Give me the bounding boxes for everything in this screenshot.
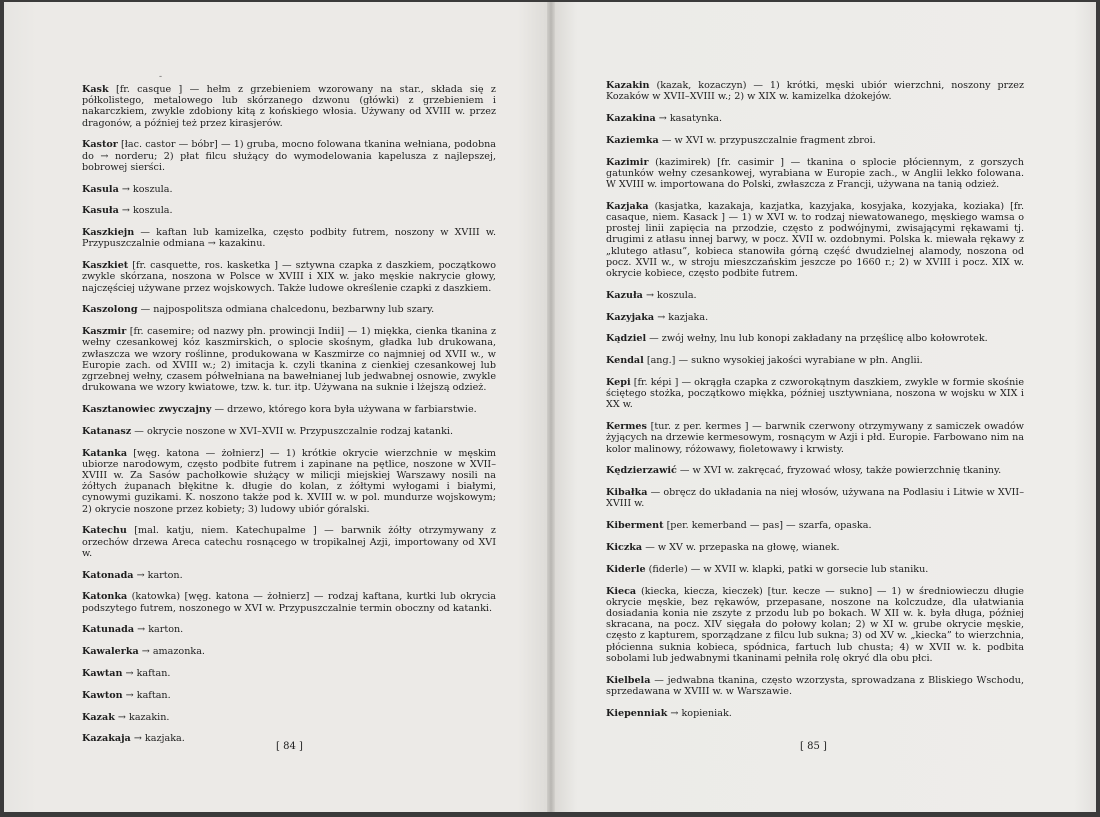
entry-definition: — jedwabna tkanina, często wzorzysta, sprowadzana z Bliskiego Wschodu, sprzedawana w XVIII w. w Warszawie.	[606, 674, 1024, 697]
entry-headword: Kielbela	[606, 674, 651, 686]
entry-definition: → koszula.	[118, 183, 173, 195]
dictionary-entry	[606, 355, 1024, 366]
entry-definition: — drzewo, którego kora była używana w farbiarstwie.	[211, 404, 477, 416]
dictionary-entry	[606, 312, 1024, 323]
entry-headword: Kawtan	[82, 668, 123, 680]
dictionary-entry	[82, 668, 496, 679]
entry-headword: Kaszkiejn	[82, 227, 135, 239]
dictionary-entry	[82, 205, 496, 216]
entry-headword: Kaszmir	[82, 326, 127, 338]
entry-definition: → kazjaka.	[654, 311, 709, 323]
dictionary-entry	[606, 135, 1024, 146]
entry-headword: Kask	[82, 84, 109, 95]
left-column	[82, 84, 496, 755]
entry-definition: [fr. casemire; od nazwy płn. prowincji Indii] — 1) miękka, cienka tkanina z wełny czesankowej kóz kaszmirskich, o splocie skośnym, gładka lub drukowana, zwłaszcza we wzory roślinne, produkowana w Kaszmirze co najmniej od XVII w., w Europie zach. od XVIII w.; 2) imitacja k. czyli tkanina z cienkiej czesankowej lub zgrzebnej wełny, czasem półwełniana na bawełnianej lub jedwabnej osnowie, zwykle drukowana we wzory kwiatowe, tzw. k. tur. itp. Używana na suknie i lżejszą odzież.	[82, 326, 496, 394]
entry-definition: (kazimirek) [fr. casimir ] — tkanina o splocie płóciennym, z gorszych gatunków wełny czesankowej, wyrabiana w Europie zach., w Anglii lekko folowana. W XVIII w. importowana do Polski, zwłaszcza z Francji, używana na tanią odzież.	[606, 156, 1024, 190]
entry-headword: Kiberment	[606, 520, 664, 532]
dictionary-entry	[606, 201, 1024, 279]
entry-headword: Kaziemka	[606, 134, 659, 146]
page-number-left: [ 84 ]	[276, 741, 303, 752]
dictionary-entry	[606, 708, 1024, 719]
entry-headword: Kibałka	[606, 487, 648, 499]
dictionary-entry	[606, 290, 1024, 301]
entry-headword: Kendal	[606, 355, 644, 367]
dictionary-entry	[606, 113, 1024, 124]
entry-definition: (katowka) [węg. katona — żołnierz] — rodzaj kaftana, kurtki lub okrycia podszytego futrem, noszonego w XVI w. Przypuszczalnie termin oboczny od katanki.	[82, 591, 496, 614]
entry-definition: → kaftan.	[122, 689, 171, 701]
dictionary-entry	[82, 227, 496, 249]
entry-definition: — kaftan lub kamizelka, często podbity futrem, noszony w XVIII w. Przypuszczalnie odmiana → kazakinu.	[82, 227, 496, 250]
entry-definition: → kazjaka.	[130, 733, 185, 745]
entry-definition: → kaftan.	[122, 668, 171, 680]
entry-headword: Kazakaja	[82, 733, 131, 745]
entry-headword: Kaszkiet	[82, 260, 129, 272]
entry-headword: Kermes	[606, 421, 647, 433]
entry-headword: Katunada	[82, 624, 135, 636]
entry-definition: [per. kemerband — pas] — szarfa, opaska.	[663, 520, 872, 532]
entry-headword: Katanka	[82, 447, 128, 459]
dictionary-entry	[606, 542, 1024, 553]
entry-headword: Kazakina	[606, 113, 656, 124]
dictionary-entry	[606, 465, 1024, 476]
entry-definition: → karton.	[134, 624, 184, 636]
entry-definition: → kasatynka.	[655, 113, 723, 124]
dictionary-entry	[82, 139, 496, 173]
entry-definition: — okrycie noszone w XVI–XVII w. Przypuszczalnie rodzaj katanki.	[131, 425, 454, 437]
entry-definition: (kasjatka, kazakaja, kazjatka, kazyjaka, kosyjaka, kozyjaka, koziaka) [fr. casaque, niem. Kasack ] — 1) w XVI w. to rodzaj niewatowanego, męskiego wamsa o prostej linii zapięcia na przodzie, często z podwójnymi, zwisającymi rękawami tj. drugimi z atłasu innej barwy, w pocz. XVII w. ozdobnymi. Polska k. miewała rękawy z „klutego atłasu”, kobieca stanowiła górną część dwudzielnej alamody, noszona od pocz. XVII w., w stroju mieszczańskim jeszcze po 1660 r.; 2) w XVIII i pocz. XIX w. okrycie kobiece, często podbite futrem.	[606, 200, 1024, 280]
entry-headword: Katechu	[82, 525, 127, 537]
dictionary-entry	[82, 326, 496, 393]
dictionary-entry	[606, 421, 1024, 455]
entry-definition: [fr. casque ] — hełm z grzebieniem wzorowany na star., składa się z półkolistego, metalowego lub skórzanego dzwonu (główki) z grzebieniem i nakarczkiem, zwykle zdobiony kitą z końskiego włosia. Używany od XVIII w. przez dragonów, a później też przez kirasjerów.	[82, 84, 496, 129]
entry-definition: → koszula.	[118, 205, 173, 217]
entry-definition: → karton.	[133, 569, 183, 581]
entry-headword: Kiderle	[606, 563, 646, 575]
dictionary-entry	[82, 591, 496, 613]
entry-headword: Kawalerka	[82, 646, 139, 658]
dictionary-entry	[82, 525, 496, 559]
entry-headword: Kazyjaka	[606, 311, 655, 323]
dictionary-entry	[82, 184, 496, 195]
entry-headword: Kiepenniak	[606, 707, 668, 719]
entry-headword: Kiecа	[606, 585, 637, 597]
entry-headword: Kazjaka	[606, 200, 649, 212]
entry-headword: Kędzierzawić	[606, 465, 677, 477]
dictionary-entry	[606, 157, 1024, 191]
entry-headword: Kawton	[82, 689, 123, 701]
entry-headword: Kądziel	[606, 333, 647, 345]
entry-headword: Kaszolong	[82, 304, 138, 316]
entry-definition: [łac. castor — bóbr] — 1) gruba, mocno folowana tkanina wełniana, podobna do → norderu; 2) płat filcu służący do wymodelowania kapelusza z najlepszej, bobrowej sierści.	[82, 139, 496, 173]
dictionary-entry	[82, 646, 496, 657]
entry-definition: — w XVI w. przypuszczalnie fragment zbroi.	[658, 134, 876, 146]
entry-definition: → kazakin.	[114, 711, 170, 723]
dictionary-entry	[606, 675, 1024, 697]
dictionary-entry	[82, 690, 496, 701]
dictionary-entry	[82, 260, 496, 294]
entry-definition: [mal. katju, niem. Katechupalme ] — barwnik żółty otrzymywany z orzechów drzewa Areca catechu rosnącego w tropikalnej Azji, importowany od XVI w.	[82, 525, 496, 559]
pencil-mark: -	[159, 72, 163, 82]
dictionary-entry	[82, 624, 496, 635]
entry-headword: Kasuła	[82, 205, 119, 217]
entry-definition: [fr. képi ] — okrągła czapka z czworokątnym daszkiem, zwykle w formie skośnie ściętego stożka, początkowo miękka, później usztywniana, noszona w wojsku w XIX i XX w.	[606, 377, 1024, 411]
entry-definition: — w XVI w. zakręcać, fryzować włosy, także powierzchnię tkaniny.	[676, 465, 1002, 477]
entry-definition: [ang.] — sukno wysokiej jakości wyrabiane w płn. Anglii.	[643, 355, 923, 367]
dictionary-entry	[82, 84, 496, 129]
right-column	[606, 80, 1024, 729]
entry-headword: Katanasz	[82, 425, 132, 437]
dictionary-entry	[606, 80, 1024, 102]
entry-definition: [węg. katona — żołnierz] — 1) krótkie okrycie wierzchnie w męskim ubiorze narodowym, często podbite futrem i zapinane na pętlice, noszone w XVII–XVIII w. Za Sasów pachołkowie służący w milicji miejskiej Warszawy nosili na żółtych żupanach błękitne k. długie do kolan, z żółtymi wyłogami i białymi, cynowymi guzikami. K. noszono także pod k. XVIII w. w pol. mundurze wojskowym; 2) okrycie noszone przez kobiety; 3) ludowy ubiór góralski.	[82, 447, 496, 515]
entry-headword: Kasula	[82, 183, 119, 195]
entry-definition: → amazonka.	[138, 646, 205, 658]
entry-definition: — w XV w. przepaska na głowę, wianek.	[642, 542, 840, 553]
dictionary-entry	[606, 487, 1024, 509]
entry-definition: (fiderle) — w XVII w. klapki, patki w gorsecie lub staniku.	[645, 563, 929, 575]
entry-headword: Kazak	[82, 711, 115, 723]
dictionary-entry	[82, 448, 496, 515]
entry-definition: [tur. z per. kermes ] — barwnik czerwony otrzymywany z samiczek owadów żyjących na drzewie kermesowym, rosnącym w Azji i płd. Europie. Farbowano nim na kolor malinowy, różowawy, fioletowawy i krwisty.	[606, 421, 1024, 455]
book-gutter	[547, 2, 555, 812]
entry-headword: Kasztanowiec zwyczajny	[82, 404, 212, 416]
entry-headword: Kepi	[606, 377, 631, 388]
entry-definition: → koszula.	[642, 289, 697, 301]
entry-definition: — najpospolitsza odmiana chalcedonu, bezbarwny lub szary.	[137, 304, 435, 316]
page-number-right: [ 85 ]	[800, 741, 827, 752]
entry-headword: Kastor	[82, 139, 118, 151]
dictionary-entry	[606, 564, 1024, 575]
dictionary-entry	[606, 520, 1024, 531]
entry-definition: — zwój wełny, lnu lub konopi zakładany na przęślicę albo kołowrotek.	[646, 333, 988, 345]
dictionary-entry	[82, 712, 496, 723]
dictionary-entry	[82, 570, 496, 581]
entry-headword: Kazuła	[606, 289, 643, 301]
entry-definition: (kazak, kozaczyn) — 1) krótki, męski ubiór wierzchni, noszony przez Kozaków w XVII–XVIII w.; 2) w XIX w. kamizelka dżokejów.	[606, 80, 1024, 103]
entry-definition: — obręcz do układania na niej włosów, używana na Podlasiu i Litwie w XVII–XVIII w.	[606, 487, 1024, 510]
entry-headword: Kazakin	[606, 80, 650, 91]
entry-headword: Kiczka	[606, 542, 643, 553]
entry-definition: [fr. casquette, ros. kasketka ] — sztywna czapka z daszkiem, początkowo zwykle skórzana, noszona w Polsce w XVIII i XIX w. jako męskie nakrycie głowy, najczęściej używane przez wojskowych. Także ludowe określenie czapki z daszkiem.	[82, 260, 496, 294]
dictionary-entry	[606, 333, 1024, 344]
entry-headword: Katonka	[82, 591, 128, 603]
dictionary-entry	[82, 404, 496, 415]
entry-definition: (kiecka, kiecza, kieczek) [tur. kecze — sukno] — 1) w średniowieczu długie okrycie męskie, bez rękawów, przepasane, noszone na kolczudze, dla ułatwiania dosiadania konia nie zszyte z przodu lub po bokach. W XII w. k. była długa, później skracana, na pocz. XIV sięgała do połowy kolan; 2) w XI w. grube okrycie męskie, często z kapturem, sporządzane z filcu lub sukna; 3) od XV w. „kiecka” to wierzchnia, płócienna suknia kobieca, spódnica, fartuch lub chusta; 4) w XVII w. k. podbita sobolami lub jedwabnymi tkaninami pełniła rolę okryć dla obu płci.	[606, 585, 1024, 664]
dictionary-entry	[82, 304, 496, 315]
dictionary-entry	[82, 426, 496, 437]
dictionary-entry	[606, 586, 1024, 664]
entry-definition: → kopieniak.	[667, 707, 732, 719]
entry-headword: Kazimir	[606, 156, 649, 168]
dictionary-entry	[606, 377, 1024, 411]
entry-headword: Katonada	[82, 569, 134, 581]
